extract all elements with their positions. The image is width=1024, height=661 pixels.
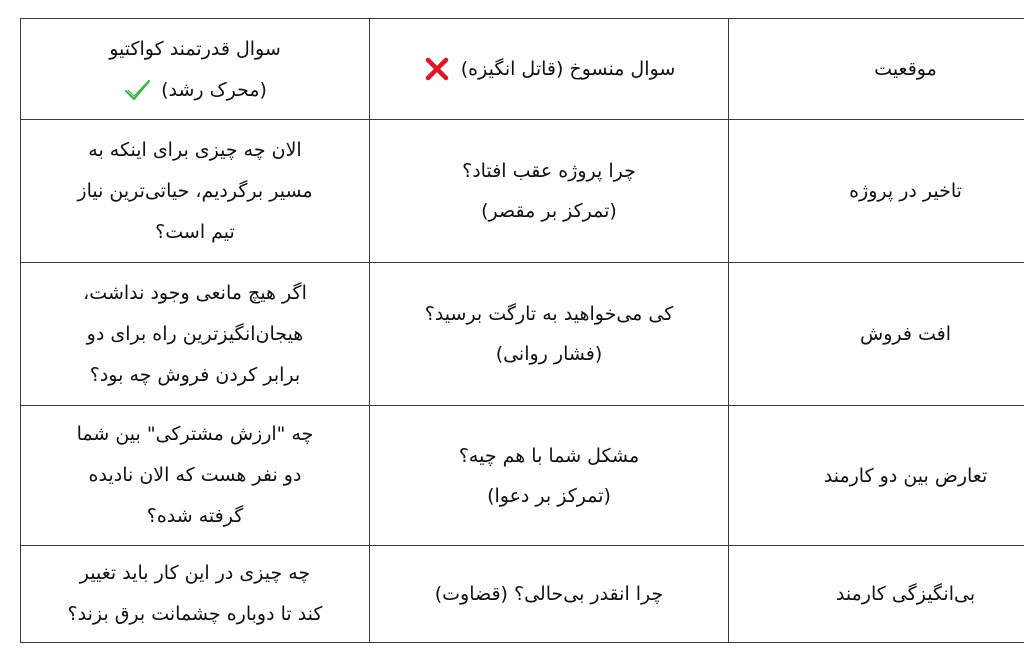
- situation-cell: [729, 120, 1024, 263]
- powerful-question-line: مسیر برگردیم، حیاتی‌ترین نیاز: [77, 179, 313, 202]
- header-obsolete: [370, 19, 729, 120]
- powerful-question-line: الان چه چیزی برای اینکه به: [88, 138, 302, 161]
- powerful-question-line: چه "ارزش مشترکی" بین شما: [76, 423, 314, 445]
- situation-text: بی‌انگیزگی کارمند: [835, 583, 976, 605]
- header-situation: [729, 19, 1024, 120]
- situation-cell: [729, 546, 1024, 643]
- situation-text: تاخیر در پروژه: [849, 180, 962, 202]
- powerful-question-line: اگر هیچ مانعی وجود نداشت،: [83, 281, 307, 304]
- comparison-table: [20, 18, 1024, 643]
- powerful-question-cell: [21, 546, 370, 643]
- obsolete-question-cell: [370, 120, 729, 263]
- powerful-question-cell: [21, 263, 370, 406]
- situation-text: تعارض بین دو کارمند: [823, 464, 988, 487]
- header-powerful-line1: سوال قدرتمند کواکتیو: [109, 37, 281, 60]
- table-row: [21, 406, 1024, 546]
- obsolete-question-text: چرا پروژه عقب افتاد؟: [462, 160, 636, 182]
- table-row: [21, 120, 1024, 263]
- obsolete-question-text: چرا انقدر بی‌حالی؟ (قضاوت): [434, 583, 664, 605]
- table-row: [21, 546, 1024, 643]
- obsolete-question-note: (تمرکز بر مقصر): [481, 200, 617, 222]
- table-row: [21, 263, 1024, 406]
- obsolete-question-note: (تمرکز بر دعوا): [487, 484, 611, 507]
- obsolete-question-text: کی می‌خواهید به تارگت برسید؟: [424, 303, 674, 325]
- red-cross-icon: [423, 55, 451, 83]
- obsolete-question-cell: [370, 263, 729, 406]
- header-powerful-line2: (محرک رشد): [161, 78, 267, 101]
- powerful-question-line: کند تا دوباره چشمانت برق بزند؟: [67, 603, 323, 625]
- obsolete-question-note: (فشار روانی): [495, 343, 603, 365]
- powerful-question-cell: [21, 406, 370, 546]
- powerful-question-line: چه چیزی در این کار باید تغییر: [79, 562, 311, 584]
- obsolete-question-cell: [370, 546, 729, 643]
- powerful-question-line: دو نفر هست که الان نادیده: [88, 464, 302, 486]
- powerful-question-cell: [21, 120, 370, 263]
- situation-cell: [729, 406, 1024, 546]
- obsolete-question-text: مشکل شما با هم چیه؟: [458, 444, 640, 467]
- powerful-question-line: گرفته شده؟: [146, 505, 244, 527]
- obsolete-question-cell: [370, 406, 729, 546]
- powerful-question-line: برابر کردن فروش چه بود؟: [89, 363, 301, 386]
- powerful-question-line: تیم است؟: [155, 220, 235, 243]
- header-obsolete-text: سوال منسوخ (قاتل انگیزه): [460, 58, 676, 80]
- green-check-icon: [123, 76, 151, 104]
- situation-cell: [729, 263, 1024, 406]
- header-situation-text: موقعیت: [874, 58, 937, 80]
- powerful-question-line: هیجان‌انگیزترین راه برای دو: [86, 322, 304, 345]
- situation-text: افت فروش: [860, 323, 951, 345]
- table-header-row: [21, 19, 1024, 120]
- header-powerful: [21, 19, 370, 120]
